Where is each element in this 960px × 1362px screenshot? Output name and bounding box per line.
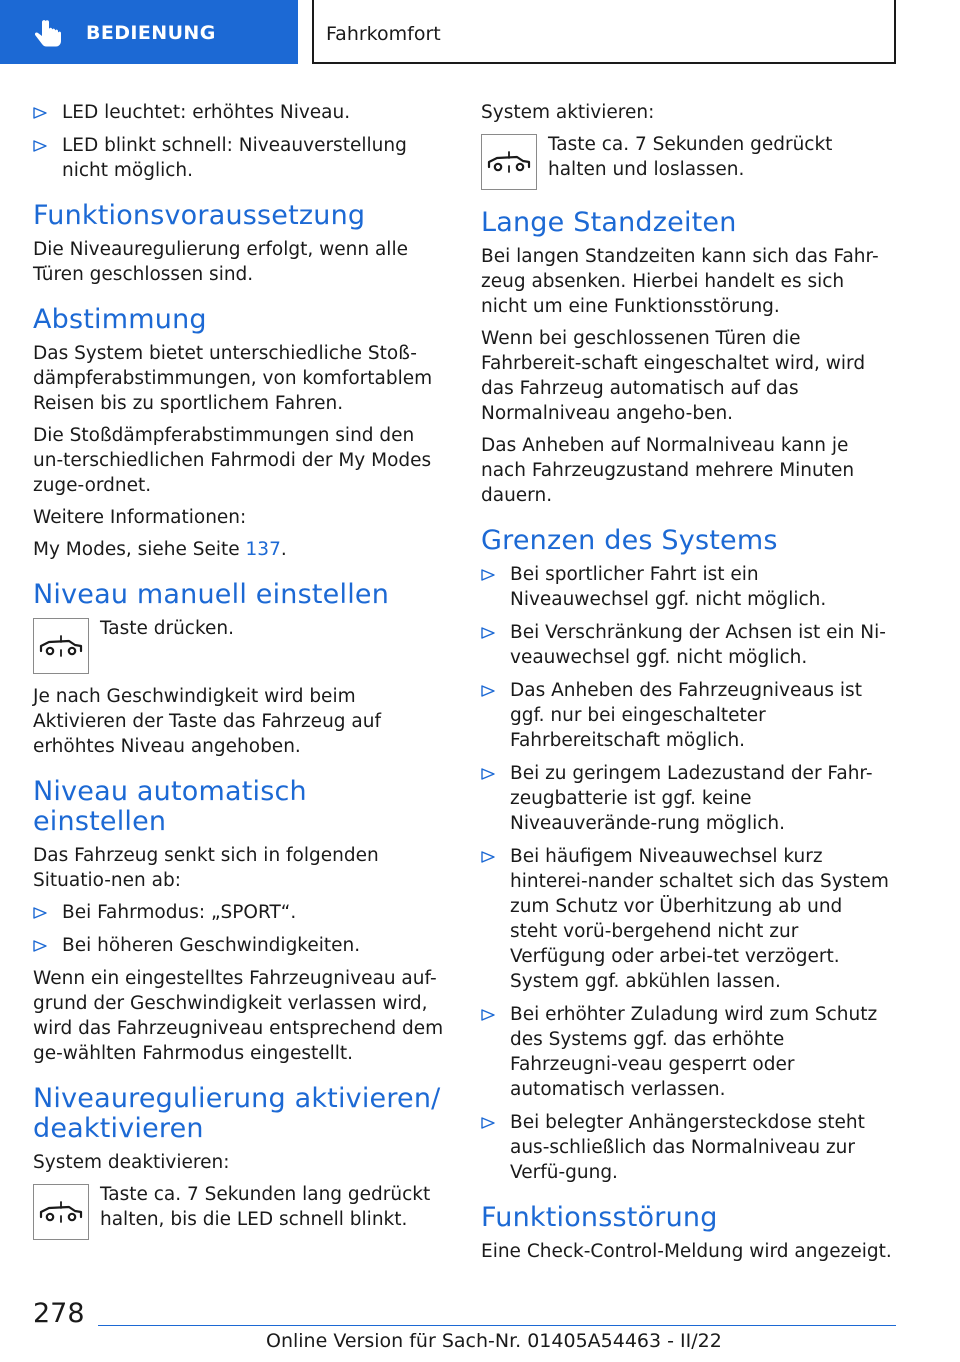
heading-niveau-manuell: Niveau manuell einstellen bbox=[33, 579, 390, 610]
list-item: Bei höheren Geschwindigkeiten. bbox=[33, 933, 445, 958]
list-item: Bei zu geringem Ladezustand der Fahr-zeugbatterie ist ggf. keine Niveauverände-rung möglich. bbox=[481, 761, 895, 836]
list-item: Das Anheben des Fahrzeugniveaus ist ggf. nur bei eingeschalteter Fahrbereitschaft möglich. bbox=[481, 678, 895, 753]
footer-divider bbox=[98, 1325, 896, 1326]
paragraph: Weitere Informationen: bbox=[33, 507, 247, 528]
paragraph: Bei langen Standzeiten kann sich das Fahr-zeug absenken. Hierbei handelt es sich nicht um eine Funktionsstörung. bbox=[481, 246, 879, 317]
car-level-button-icon bbox=[33, 1184, 89, 1240]
button-instruction bbox=[33, 616, 445, 674]
list-item: Bei Verschränkung der Achsen ist ein Ni-veauwechsel ggf. nicht möglich. bbox=[481, 620, 895, 670]
triangle-bullet-icon bbox=[481, 1117, 495, 1129]
heading-aktivieren-deaktivieren: Niveauregulierung aktivieren/ deaktivieren bbox=[33, 1083, 441, 1144]
car-level-button-icon bbox=[481, 134, 537, 190]
chapter-title: Fahrkomfort bbox=[326, 23, 441, 45]
car-level-button-icon bbox=[33, 618, 89, 674]
cross-reference: My Modes, siehe Seite 137. bbox=[33, 539, 287, 560]
heading-funktionsvoraussetzung: Funktionsvoraussetzung bbox=[33, 200, 366, 231]
right-column bbox=[481, 100, 895, 1271]
paragraph: Wenn ein eingestelltes Fahrzeugniveau auf-grund der Geschwindigkeit verlassen wird, wird das Fahrzeugniveau entsprechend dem ge-wählten Fahrmodus eingestellt. bbox=[33, 968, 444, 1064]
list-item: Bei erhöhter Zuladung wird zum Schutz des Systems ggf. das erhöhte Fahrzeugni-veau gesperrt oder automatisch verlassen. bbox=[481, 1002, 895, 1102]
paragraph: System aktivieren: bbox=[481, 102, 655, 123]
hand-pointer-icon bbox=[30, 18, 70, 50]
list-item: LED blinkt schnell: Niveauverstellung nicht möglich. bbox=[33, 133, 445, 183]
situations-list bbox=[33, 900, 445, 958]
led-status-list bbox=[33, 100, 445, 183]
triangle-bullet-icon bbox=[481, 627, 495, 639]
triangle-bullet-icon bbox=[33, 907, 47, 919]
paragraph: Eine Check-Control-Meldung wird angezeigt. bbox=[481, 1241, 892, 1262]
footer-online-version: Online Version für Sach-Nr. 01405A54463 - II/22 bbox=[266, 1330, 722, 1352]
triangle-bullet-icon bbox=[33, 107, 47, 119]
paragraph: Wenn bei geschlossenen Türen die Fahrbereit-schaft eingeschaltet wird, wird das Fahrzeug automatisch auf das Normalniveau angeho-ben. bbox=[481, 328, 866, 424]
paragraph: Je nach Geschwindigkeit wird beim Aktivieren der Taste das Fahrzeug auf erhöhtes Niveau angehoben. bbox=[33, 686, 381, 757]
page-number: 278 bbox=[33, 1298, 85, 1329]
list-item: LED leuchtet: erhöhtes Niveau. bbox=[33, 100, 445, 125]
triangle-bullet-icon bbox=[481, 569, 495, 581]
paragraph: Die Stoßdämpferabstimmungen sind den un-terschiedlichen Fahrmodi der My Modes zuge-ordnet. bbox=[33, 425, 432, 496]
list-item: Bei sportlicher Fahrt ist ein Niveauwechsel ggf. nicht möglich. bbox=[481, 562, 895, 612]
paragraph: Die Niveauregulierung erfolgt, wenn alle Türen geschlossen sind. bbox=[33, 239, 408, 285]
heading-grenzen: Grenzen des Systems bbox=[481, 525, 778, 556]
triangle-bullet-icon bbox=[481, 1009, 495, 1021]
button-instruction bbox=[481, 132, 895, 190]
instruction-text: Taste drücken. bbox=[100, 618, 235, 639]
list-item: Bei häufigem Niveauwechsel kurz hinterei-nander schaltet sich das System zum Schutz vor Überhitzung ab und steht vorü-bergehend nicht zur Verfügung oder arbei-tet verzögert. System ggf. abkühlen lassen. bbox=[481, 844, 895, 994]
paragraph: Das System bietet unterschiedliche Stoß-dämpferabstimmungen, von komfortablem Reisen bis zu sportlichem Fahren. bbox=[33, 343, 433, 414]
section-tab-label: BEDIENUNG bbox=[86, 22, 216, 44]
instruction-text: Taste ca. 7 Sekunden gedrückt halten und loslassen. bbox=[548, 134, 833, 180]
paragraph: System deaktivieren: bbox=[33, 1152, 230, 1173]
triangle-bullet-icon bbox=[481, 768, 495, 780]
list-item: Bei Fahrmodus: „SPORT“. bbox=[33, 900, 445, 925]
heading-abstimmung: Abstimmung bbox=[33, 304, 207, 335]
paragraph: Das Fahrzeug senkt sich in folgenden Situatio-nen ab: bbox=[33, 845, 379, 891]
heading-niveau-automatisch: Niveau automatisch einstellen bbox=[33, 776, 307, 837]
triangle-bullet-icon bbox=[481, 685, 495, 697]
heading-lange-standzeiten: Lange Standzeiten bbox=[481, 207, 737, 238]
left-column bbox=[33, 100, 445, 1250]
triangle-bullet-icon bbox=[33, 140, 47, 152]
instruction-text: Taste ca. 7 Sekunden lang gedrückt halten, bis die LED schnell blinkt. bbox=[100, 1184, 431, 1230]
triangle-bullet-icon bbox=[33, 940, 47, 952]
heading-funktionsstoerung: Funktionsstörung bbox=[481, 1202, 718, 1233]
limits-list bbox=[481, 562, 895, 1185]
page-link[interactable]: 137 bbox=[245, 539, 281, 560]
triangle-bullet-icon bbox=[481, 851, 495, 863]
button-instruction bbox=[33, 1182, 445, 1240]
paragraph: Das Anheben auf Normalniveau kann je nach Fahrzeugzustand mehrere Minuten dauern. bbox=[481, 435, 855, 506]
list-item: Bei belegter Anhängersteckdose steht aus-schließlich das Normalniveau zur Verfü-gung. bbox=[481, 1110, 895, 1185]
